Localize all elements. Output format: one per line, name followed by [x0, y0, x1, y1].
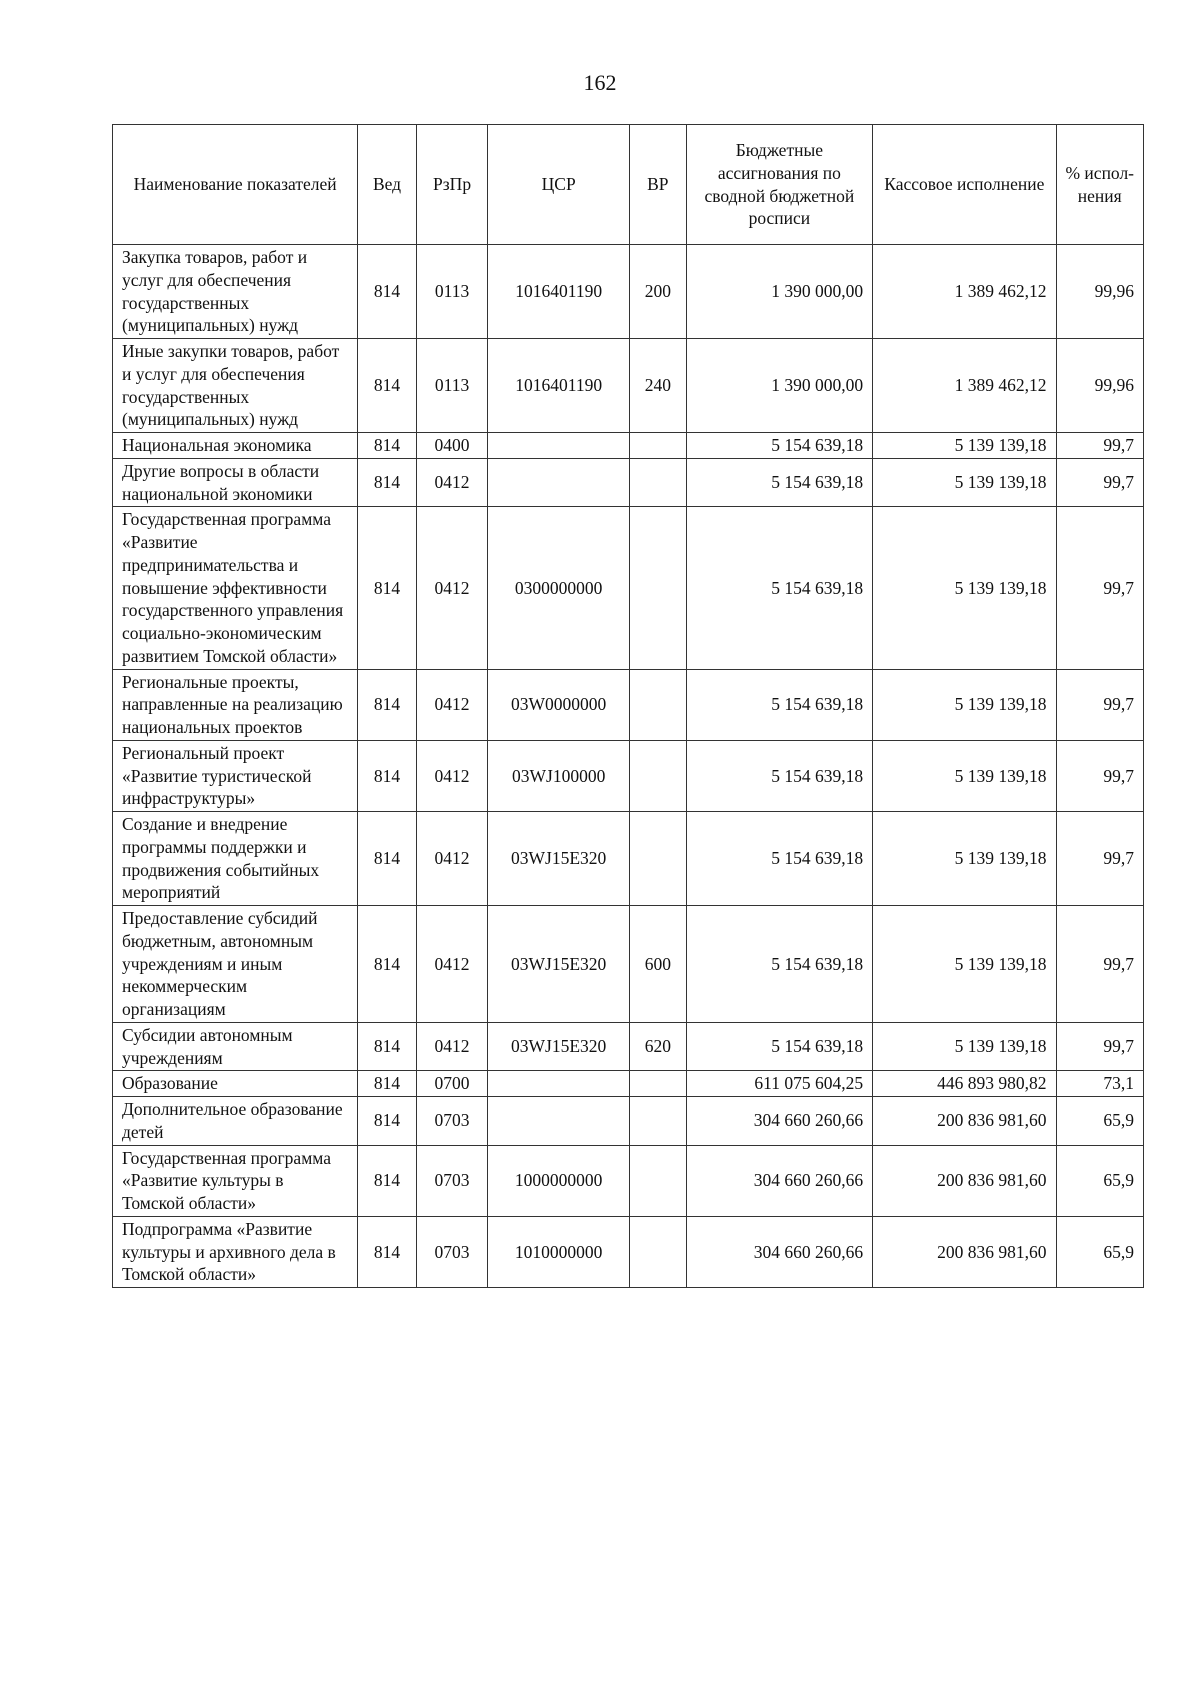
- budget-table: [112, 124, 1144, 1288]
- cell-pct: 99,7: [1056, 1022, 1143, 1071]
- cell-fact: 446 893 980,82: [873, 1071, 1056, 1097]
- table-row: [113, 740, 1144, 811]
- cell-name: Иные закупки товаров, работ и услуг для обеспечения государственных (муниципальных) нужд: [113, 339, 358, 433]
- cell-csr: [488, 433, 630, 459]
- cell-csr: 1016401190: [488, 245, 630, 339]
- cell-name: Региональный проект «Развитие туристической инфраструктуры»: [113, 740, 358, 811]
- cell-plan: 1 390 000,00: [686, 245, 873, 339]
- cell-name: Подпрограмма «Развитие культуры и архивного дела в Томской области»: [113, 1216, 358, 1287]
- cell-csr: 1000000000: [488, 1145, 630, 1216]
- cell-name: Государственная программа «Развитие культуры в Томской области»: [113, 1145, 358, 1216]
- cell-pct: 99,7: [1056, 812, 1143, 906]
- cell-csr: 1016401190: [488, 339, 630, 433]
- cell-fact: 5 139 139,18: [873, 906, 1056, 1023]
- cell-fact: 5 139 139,18: [873, 433, 1056, 459]
- cell-plan: 5 154 639,18: [686, 812, 873, 906]
- cell-ved: 814: [358, 1097, 417, 1146]
- header-vr: ВР: [630, 125, 687, 245]
- cell-rzpr: 0703: [416, 1145, 487, 1216]
- cell-pct: 99,96: [1056, 339, 1143, 433]
- cell-ved: 814: [358, 1022, 417, 1071]
- table-row: [113, 1216, 1144, 1287]
- cell-csr: 1010000000: [488, 1216, 630, 1287]
- header-rzpr: РзПр: [416, 125, 487, 245]
- cell-ved: 814: [358, 1216, 417, 1287]
- cell-pct: 65,9: [1056, 1216, 1143, 1287]
- cell-plan: 5 154 639,18: [686, 740, 873, 811]
- cell-rzpr: 0412: [416, 669, 487, 740]
- cell-csr: 03WJ15E320: [488, 1022, 630, 1071]
- table-row: [113, 669, 1144, 740]
- cell-name: Региональные проекты, направленные на реализацию национальных проектов: [113, 669, 358, 740]
- cell-rzpr: 0412: [416, 740, 487, 811]
- cell-fact: 5 139 139,18: [873, 812, 1056, 906]
- header-row: [113, 125, 1144, 245]
- cell-vr: [630, 740, 687, 811]
- cell-fact: 200 836 981,60: [873, 1097, 1056, 1146]
- cell-rzpr: 0700: [416, 1071, 487, 1097]
- cell-name: Государственная программа «Развитие предпринимательства и повышение эффективности государственного управления социально-экономическим развитием Томской области»: [113, 507, 358, 669]
- table-row: [113, 1022, 1144, 1071]
- header-plan: Бюджетные ассигнования по сводной бюджетной росписи: [686, 125, 873, 245]
- cell-pct: 99,7: [1056, 507, 1143, 669]
- cell-rzpr: 0412: [416, 812, 487, 906]
- cell-vr: [630, 1145, 687, 1216]
- cell-plan: 304 660 260,66: [686, 1097, 873, 1146]
- cell-ved: 814: [358, 906, 417, 1023]
- cell-ved: 814: [358, 245, 417, 339]
- cell-pct: 99,7: [1056, 433, 1143, 459]
- cell-ved: 814: [358, 433, 417, 459]
- table-row: [113, 812, 1144, 906]
- cell-ved: 814: [358, 339, 417, 433]
- cell-plan: 611 075 604,25: [686, 1071, 873, 1097]
- cell-csr: 0300000000: [488, 507, 630, 669]
- cell-pct: 99,7: [1056, 740, 1143, 811]
- cell-fact: 1 389 462,12: [873, 339, 1056, 433]
- cell-vr: [630, 669, 687, 740]
- cell-rzpr: 0113: [416, 245, 487, 339]
- cell-plan: 5 154 639,18: [686, 669, 873, 740]
- cell-plan: 5 154 639,18: [686, 1022, 873, 1071]
- cell-pct: 99,96: [1056, 245, 1143, 339]
- cell-pct: 73,1: [1056, 1071, 1143, 1097]
- cell-fact: 5 139 139,18: [873, 507, 1056, 669]
- cell-vr: 200: [630, 245, 687, 339]
- cell-vr: 240: [630, 339, 687, 433]
- cell-rzpr: 0412: [416, 906, 487, 1023]
- table-row: [113, 433, 1144, 459]
- cell-rzpr: 0412: [416, 458, 487, 507]
- table-row: [113, 245, 1144, 339]
- cell-vr: [630, 433, 687, 459]
- cell-csr: 03WJ15E320: [488, 812, 630, 906]
- cell-plan: 5 154 639,18: [686, 458, 873, 507]
- cell-name: Создание и внедрение программы поддержки и продвижения событийных мероприятий: [113, 812, 358, 906]
- cell-fact: 5 139 139,18: [873, 458, 1056, 507]
- cell-pct: 99,7: [1056, 458, 1143, 507]
- cell-vr: [630, 812, 687, 906]
- cell-csr: 03WJ15E320: [488, 906, 630, 1023]
- cell-name: Субсидии автономным учреждениям: [113, 1022, 358, 1071]
- cell-csr: [488, 458, 630, 507]
- cell-vr: [630, 458, 687, 507]
- table-header: [113, 125, 1144, 245]
- cell-ved: 814: [358, 740, 417, 811]
- table-row: [113, 507, 1144, 669]
- cell-fact: 1 389 462,12: [873, 245, 1056, 339]
- cell-ved: 814: [358, 507, 417, 669]
- cell-ved: 814: [358, 669, 417, 740]
- cell-csr: [488, 1071, 630, 1097]
- cell-name: Предоставление субсидий бюджетным, автономным учреждениям и иным некоммерческим организациям: [113, 906, 358, 1023]
- cell-name: Национальная экономика: [113, 433, 358, 459]
- cell-fact: 200 836 981,60: [873, 1145, 1056, 1216]
- cell-plan: 304 660 260,66: [686, 1216, 873, 1287]
- cell-pct: 65,9: [1056, 1145, 1143, 1216]
- cell-vr: [630, 1216, 687, 1287]
- cell-fact: 5 139 139,18: [873, 740, 1056, 811]
- cell-rzpr: 0400: [416, 433, 487, 459]
- cell-name: Закупка товаров, работ и услуг для обеспечения государственных (муниципальных) нужд: [113, 245, 358, 339]
- header-pct: % испол-нения: [1056, 125, 1143, 245]
- cell-plan: 1 390 000,00: [686, 339, 873, 433]
- cell-plan: 5 154 639,18: [686, 906, 873, 1023]
- cell-pct: 99,7: [1056, 669, 1143, 740]
- cell-name: Образование: [113, 1071, 358, 1097]
- cell-ved: 814: [358, 1071, 417, 1097]
- cell-rzpr: 0412: [416, 1022, 487, 1071]
- page-number: 162: [583, 70, 617, 95]
- cell-csr: [488, 1097, 630, 1146]
- table-row: [113, 906, 1144, 1023]
- cell-csr: 03WJ100000: [488, 740, 630, 811]
- table-body: [113, 245, 1144, 1288]
- cell-plan: 304 660 260,66: [686, 1145, 873, 1216]
- table-row: [113, 1097, 1144, 1146]
- cell-pct: 99,7: [1056, 906, 1143, 1023]
- header-name: Наименование показателей: [113, 125, 358, 245]
- cell-rzpr: 0412: [416, 507, 487, 669]
- cell-plan: 5 154 639,18: [686, 507, 873, 669]
- cell-rzpr: 0113: [416, 339, 487, 433]
- cell-vr: [630, 1097, 687, 1146]
- cell-fact: 200 836 981,60: [873, 1216, 1056, 1287]
- cell-rzpr: 0703: [416, 1216, 487, 1287]
- table-row: [113, 1145, 1144, 1216]
- cell-ved: 814: [358, 458, 417, 507]
- cell-name: Другие вопросы в области национальной экономики: [113, 458, 358, 507]
- cell-plan: 5 154 639,18: [686, 433, 873, 459]
- cell-vr: [630, 507, 687, 669]
- cell-rzpr: 0703: [416, 1097, 487, 1146]
- header-csr: ЦСР: [488, 125, 630, 245]
- cell-vr: 600: [630, 906, 687, 1023]
- cell-vr: [630, 1071, 687, 1097]
- table-row: [113, 458, 1144, 507]
- table-row: [113, 1071, 1144, 1097]
- cell-name: Дополнительное образование детей: [113, 1097, 358, 1146]
- cell-ved: 814: [358, 812, 417, 906]
- cell-fact: 5 139 139,18: [873, 669, 1056, 740]
- header-fact: Кассовое исполнение: [873, 125, 1056, 245]
- table-row: [113, 339, 1144, 433]
- cell-vr: 620: [630, 1022, 687, 1071]
- cell-pct: 65,9: [1056, 1097, 1143, 1146]
- cell-fact: 5 139 139,18: [873, 1022, 1056, 1071]
- cell-csr: 03W0000000: [488, 669, 630, 740]
- cell-ved: 814: [358, 1145, 417, 1216]
- header-ved: Вед: [358, 125, 417, 245]
